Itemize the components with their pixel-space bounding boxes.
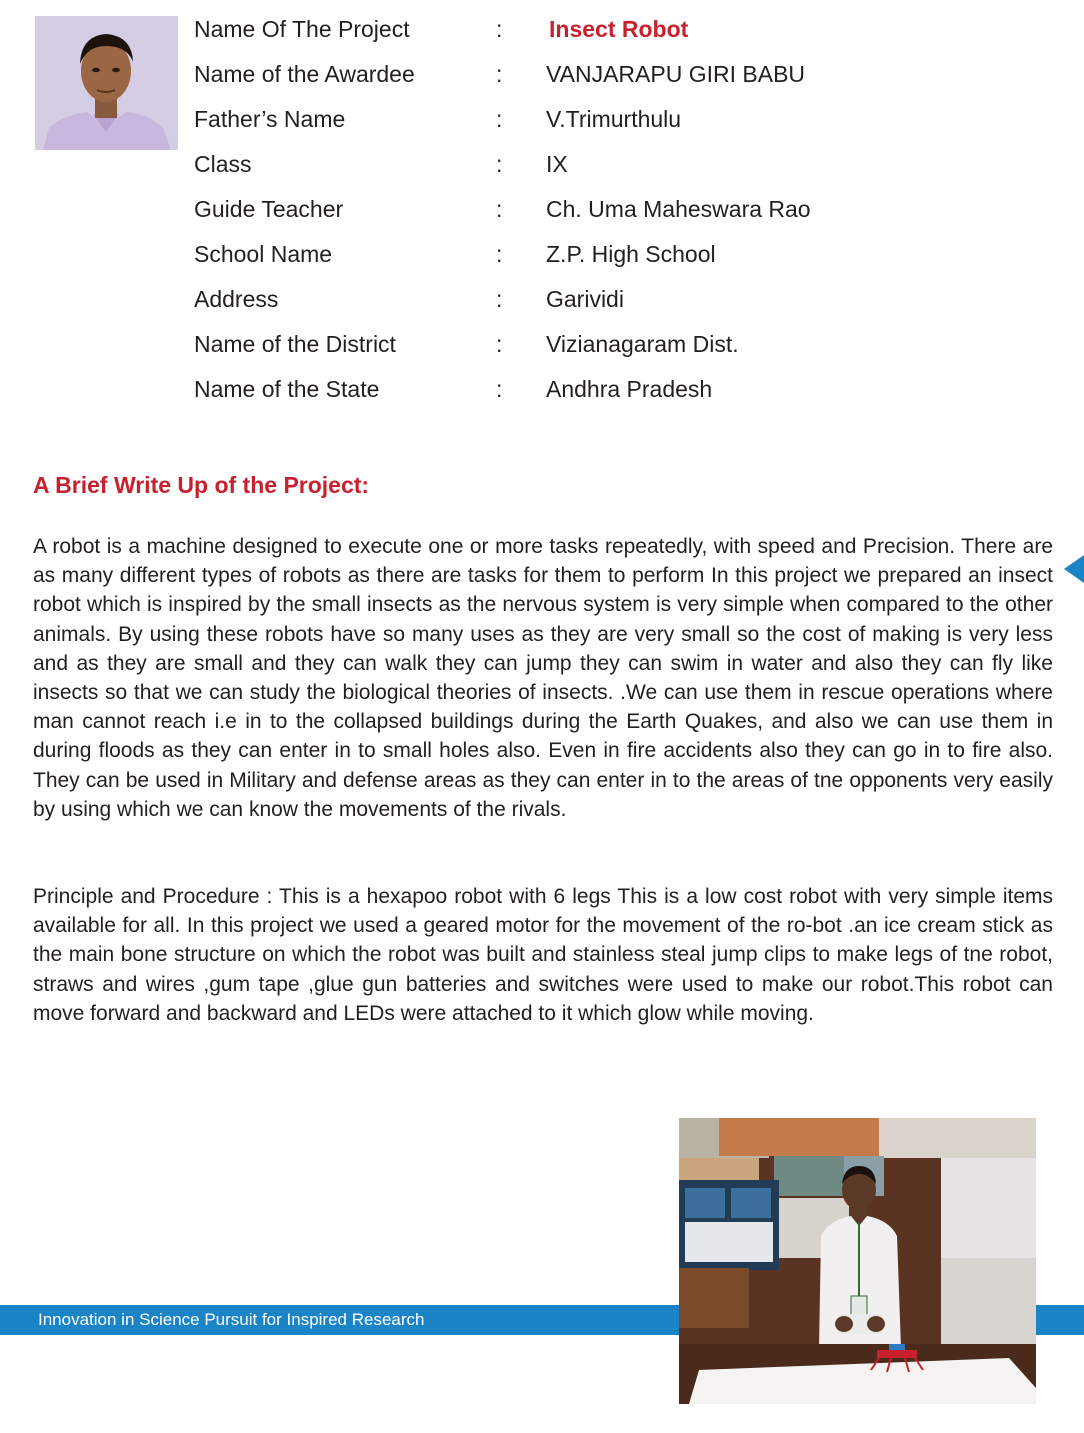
awardee-portrait-photo [35, 16, 178, 150]
detail-row-state [194, 370, 1054, 415]
detail-separator: : [496, 241, 503, 267]
writeup-heading: A Brief Write Up of the Project: [33, 472, 370, 498]
detail-label: Father’s Name [194, 106, 346, 132]
writeup-paragraph-procedure: Principle and Procedure : This is a hexapoo robot with 6 legs This is a low cost robot with very simple items available for all. In this project we used a geared motor for the movement of the ro-bot .an ice cream stick as the main bone structure on which the robot was built and stainless steal jump clips to make legs of tne robot, straws and wires ,gum tape ,glue gun batteries and switches were used to make our robot.This robot can move forward and backward and LEDs were attached to it which glow while moving. [33, 885, 1053, 1025]
detail-value: Z.P. High School [546, 241, 716, 267]
detail-row-address [194, 280, 1054, 325]
detail-row-father [194, 100, 1054, 145]
detail-value: IX [546, 151, 568, 177]
detail-row-guide-teacher [194, 190, 1054, 235]
detail-separator: : [496, 376, 503, 402]
detail-value: Garividi [546, 286, 624, 312]
detail-separator: : [496, 151, 503, 177]
detail-value: Vizianagaram Dist. [546, 331, 739, 357]
project-demo-photo [679, 1118, 1036, 1404]
detail-value: V.Trimurthulu [546, 106, 682, 132]
detail-label: Class [194, 151, 252, 177]
project-name-value: Insect Robot [549, 16, 689, 42]
detail-label: Name Of The Project [194, 16, 410, 42]
detail-label: Name of the Awardee [194, 61, 415, 87]
detail-separator: : [496, 196, 503, 222]
detail-row-awardee [194, 55, 1054, 100]
detail-separator: : [496, 331, 503, 357]
detail-value: Ch. Uma Maheswara Rao [546, 196, 811, 222]
detail-label: Name of the District [194, 331, 396, 357]
detail-separator: : [496, 16, 503, 42]
detail-row-project [194, 10, 1054, 55]
detail-label: Guide Teacher [194, 196, 344, 222]
detail-label: Address [194, 286, 279, 312]
detail-value: VANJARAPU GIRI BABU [546, 61, 806, 87]
detail-label: School Name [194, 241, 333, 267]
detail-row-school [194, 235, 1054, 280]
detail-label: Name of the State [194, 376, 380, 402]
awardee-details [194, 10, 1054, 415]
detail-separator: : [496, 106, 503, 132]
detail-value: Andhra Pradesh [546, 376, 713, 402]
detail-separator: : [496, 286, 503, 312]
detail-separator: : [496, 61, 503, 87]
footer-tagline: Innovation in Science Pursuit for Inspired Research [38, 1310, 425, 1329]
page-side-marker [1064, 555, 1084, 583]
writeup-paragraph-intro: A robot is a machine designed to execute one or more tasks repeatedly, with speed and Precision. There are as many different types of robots as there are tasks for them to perform In this project we prepared an insect robot which is inspired by the small insects as the nervous system is very simple when compared to the other animals. By using these robots have so many uses as they are very small so the cost of making is very less and as they are small and they can walk they can jump they can swim in water and also they can fly like insects so that we can study the biological theories of insects. .We can use them in rescue operations where man cannot reach i.e in to the collapsed buildings during the Earth Quakes, and also we can use them in during floods as they can enter in to small holes also. Even in fire accidents also they can go in to fire also. They can be used in Military and defense areas as they can enter in to the areas of tne opponents very easily by using which we can know the movements of the rivals. [33, 535, 1053, 821]
detail-row-class [194, 145, 1054, 190]
detail-row-district [194, 325, 1054, 370]
